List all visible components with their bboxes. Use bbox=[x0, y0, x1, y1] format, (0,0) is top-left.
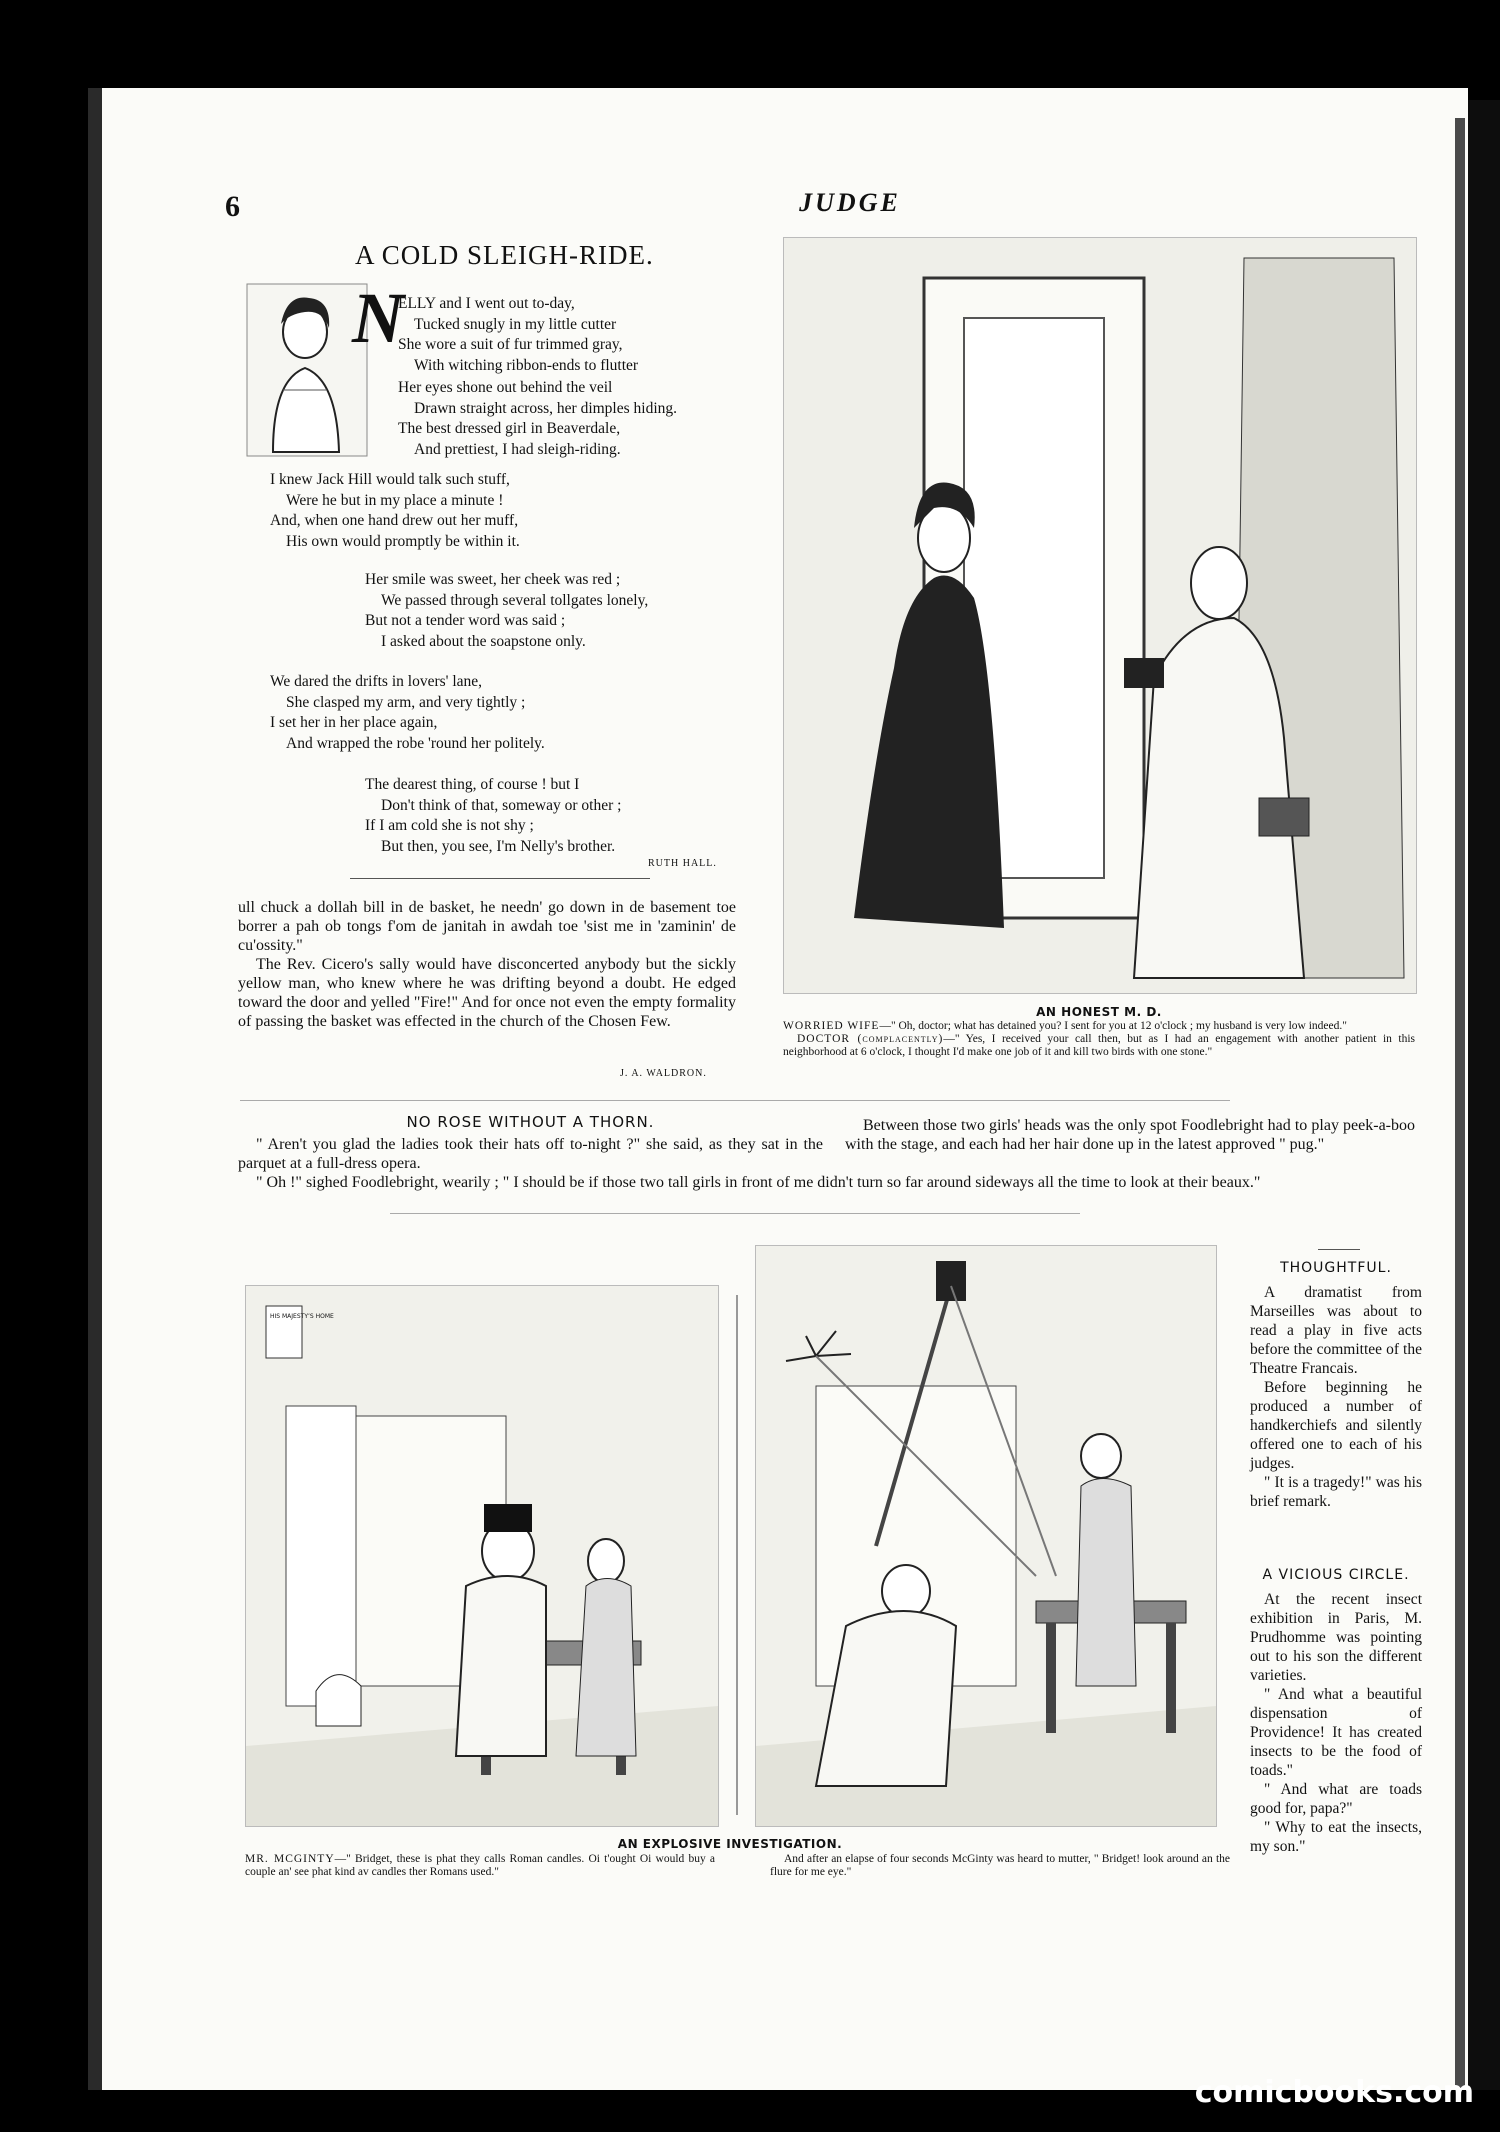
story-paragraph: " And what are toads good for, papa?" bbox=[1250, 1781, 1422, 1817]
caption-line: —" Oh, doctor; what has detained you? I sent for you at 12 o'clock ; my husband is very low indeed." bbox=[879, 1020, 1347, 1032]
poem-line: Drawn straight across, her dimples hiding. bbox=[414, 399, 678, 417]
no-rose-title: NO ROSE WITHOUT A THORN. bbox=[406, 1113, 655, 1131]
story-paragraph: At the recent insect exhibition in Paris, M. Prudhomme was pointing out to his son the different varieties. bbox=[1250, 1591, 1422, 1684]
poem-line: And prettiest, I had sleigh-riding. bbox=[414, 440, 621, 458]
poem-line: But then, you see, I'm Nelly's brother. bbox=[381, 837, 616, 855]
story-paragraph: The Rev. Cicero's sally would have disconcerted anybody but the sickly yellow man, who knew where he was drifting beyond a doubt. He edged toward the door and yelled "Fire!" And for once not even the empty formality of passing the basket was effected in the church of the Chosen Few. bbox=[238, 956, 736, 1030]
caption-line: —" Bridget, these is phat they calls Roman candles. Oi t'ought Oi would buy a couple an' see phat kind av candles ther Romans used." bbox=[245, 1853, 716, 1878]
poem-line: But not a tender word was said ; bbox=[365, 612, 566, 629]
poem-drop-cap: N bbox=[352, 278, 404, 358]
no-rose-col2 bbox=[845, 1116, 1415, 1154]
divider bbox=[1318, 1249, 1360, 1250]
page-edge-shadow bbox=[1455, 118, 1465, 2088]
right-binding-edge bbox=[1468, 100, 1500, 2090]
poem-line: The best dressed girl in Beaverdale, bbox=[398, 420, 621, 437]
poem-line: She wore a suit of fur trimmed gray, bbox=[398, 336, 623, 353]
page-number: 6 bbox=[225, 190, 240, 223]
explosive-title: AN EXPLOSIVE INVESTIGATION. bbox=[617, 1837, 843, 1851]
poem-author: RUTH HALL. bbox=[648, 858, 717, 869]
story-paragraph: Before beginning he produced a number of handkerchiefs and silently offered one to each of his judges. bbox=[1250, 1379, 1422, 1472]
story-paragraph: " And what a beautiful dispensation of Providence! It has created insects to be the food of toads." bbox=[1250, 1686, 1422, 1779]
left-binding-edge bbox=[88, 88, 102, 2090]
story-paragraph: " Aren't you glad the ladies took their hats off to-night ?" she said, as they sat in the parquet at a full-dress opera. bbox=[238, 1136, 823, 1172]
poem-line: I knew Jack Hill would talk such stuff, bbox=[270, 471, 510, 488]
poem-line: She clasped my arm, and very tightly ; bbox=[286, 693, 526, 711]
caption-speaker: MR. MCGINTY bbox=[245, 1853, 335, 1865]
explosive-caption-right: And after an elapse of four seconds McGinty was heard to mutter, " Bridget! look around an the flure for me eye." bbox=[770, 1853, 1230, 1878]
vicious-circle-story bbox=[1250, 1590, 1422, 1856]
honest-md-title: AN HONEST M. D. bbox=[1036, 1005, 1162, 1019]
poem-stanza-3 bbox=[270, 470, 520, 552]
caption-speaker: DOCTOR (complacently) bbox=[797, 1033, 944, 1045]
divider bbox=[350, 878, 650, 879]
vicious-circle-title: A VICIOUS CIRCLE. bbox=[1262, 1567, 1410, 1583]
divider bbox=[240, 1100, 1230, 1101]
poem-line: ELLY and I went out to-day, bbox=[398, 295, 575, 312]
poem-line: His own would promptly be within it. bbox=[286, 532, 520, 550]
poem-line: And, when one hand drew out her muff, bbox=[270, 512, 519, 529]
running-header: JUDGE bbox=[799, 188, 901, 217]
poem-line: With witching ribbon-ends to flutter bbox=[414, 356, 639, 374]
poem-line: I set her in her place again, bbox=[270, 714, 438, 731]
doctor-and-wife-illustration bbox=[783, 237, 1417, 994]
poem-line: I asked about the soapstone only. bbox=[381, 632, 586, 650]
caption-line: —" Yes, I received your call then, but as I had an engagement with another patient in this neighborhood at 6 o'clock, I thought I'd make one job of it and kill two birds with one stone." bbox=[783, 1033, 1415, 1058]
story-paragraph: A dramatist from Marseilles was about to read a play in five acts before the committee of the Theatre Francais. bbox=[1250, 1284, 1422, 1377]
story-paragraph: ull chuck a dollah bill in de basket, he needn' go down in de basement toe borrer a pah ob tongs f'om de janitah in awdah toe 'sist me in 'zaminin' de cu'ossity." bbox=[238, 899, 736, 954]
poem-line: Her eyes shone out behind the veil bbox=[398, 379, 613, 396]
story-paragraph: " Why to eat the insects, my son." bbox=[1250, 1819, 1422, 1855]
thoughtful-title: THOUGHTFUL. bbox=[1280, 1260, 1392, 1276]
panel-divider bbox=[736, 1295, 738, 1815]
poem-stanza-2 bbox=[398, 378, 677, 460]
caption-speaker: WORRIED WIFE bbox=[783, 1020, 880, 1032]
explosive-caption-left bbox=[245, 1853, 715, 1879]
honest-md-caption bbox=[783, 1020, 1415, 1059]
story-paragraph: " Oh !" sighed Foodlebright, wearily ; " I should be if those two tall girls in front of me didn't turn so far around sideways all the time to look at their beaux." bbox=[256, 1174, 1261, 1191]
poem-line: If I am cold she is not shy ; bbox=[365, 817, 534, 834]
watermark: comicbooks.com bbox=[1194, 2075, 1474, 2110]
poem-line: Were he but in my place a minute ! bbox=[286, 491, 504, 509]
no-rose-col1 bbox=[238, 1135, 823, 1173]
poem-line: We passed through several tollgates lonely, bbox=[381, 591, 649, 609]
poem-line: Tucked snugly in my little cutter bbox=[414, 315, 617, 333]
poem-line: We dared the drifts in lovers' lane, bbox=[270, 673, 483, 690]
story-author: J. A. WALDRON. bbox=[620, 1068, 707, 1079]
divider bbox=[390, 1213, 1080, 1214]
mcginty-panel-1-illustration bbox=[245, 1285, 719, 1827]
thoughtful-story bbox=[1250, 1283, 1422, 1511]
story-paragraph: Between those two girls' heads was the only spot Foodlebright had to play peek-a-boo with the stage, and each had her hair done up in the latest approved " pug." bbox=[845, 1117, 1415, 1153]
no-rose-col1b bbox=[238, 1173, 1261, 1192]
poem-line: Her smile was sweet, her cheek was red ; bbox=[365, 571, 621, 588]
poem-title: A COLD SLEIGH-RIDE. bbox=[355, 240, 654, 270]
poem-stanza-5 bbox=[270, 672, 545, 754]
poem-line: Don't think of that, someway or other ; bbox=[381, 796, 622, 814]
poem-stanza-1 bbox=[398, 294, 638, 376]
wall-sign-text: HIS MAJESTY’S HOME bbox=[270, 1313, 334, 1320]
poem-line: The dearest thing, of course ! but I bbox=[365, 776, 580, 793]
story-continuation bbox=[238, 898, 736, 1031]
poem-stanza-6 bbox=[365, 775, 621, 857]
story-paragraph: " It is a tragedy!" was his brief remark. bbox=[1250, 1474, 1422, 1510]
mcginty-panel-2-illustration bbox=[755, 1245, 1217, 1827]
poem-stanza-4 bbox=[365, 570, 648, 652]
poem-line: And wrapped the robe 'round her politely. bbox=[286, 734, 545, 752]
